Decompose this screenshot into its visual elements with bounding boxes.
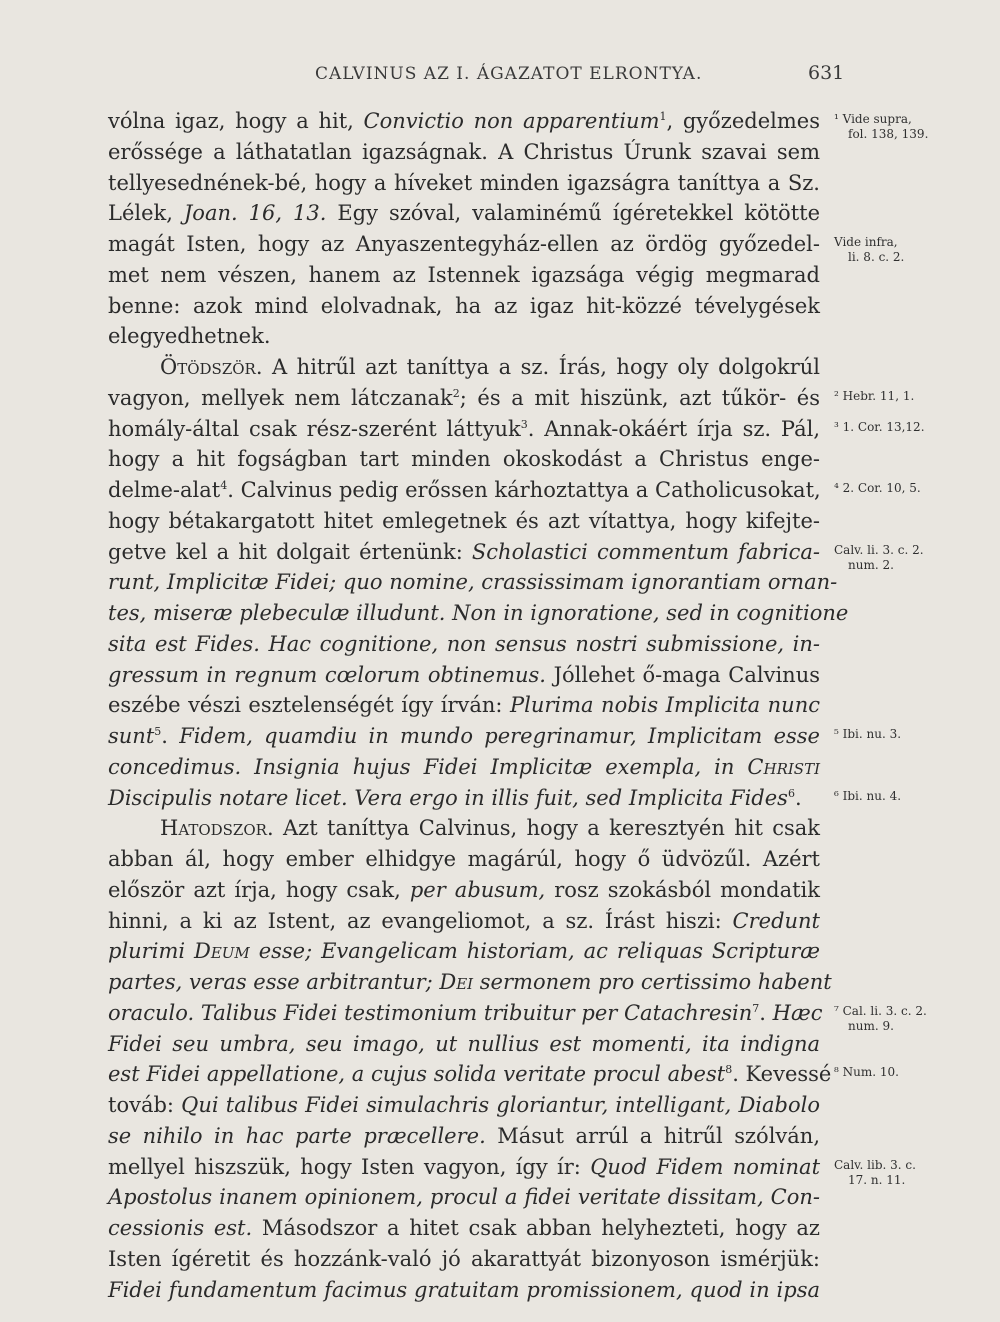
margin-note-subtext: li. 8. c. 2. bbox=[848, 250, 905, 264]
text-run: getve kel a hit dolgait értenünk: bbox=[108, 539, 472, 564]
margin-note bbox=[834, 727, 994, 742]
text-run: Plurima nobis Implicita nunc bbox=[509, 693, 820, 718]
text-run: Hæc bbox=[772, 1000, 823, 1025]
text-run: tes, miseræ plebeculæ illudunt. Non in ignoratione, sed in cognitione bbox=[108, 601, 849, 625]
margin-note bbox=[834, 235, 994, 265]
text-run: Egy szóval, valaminémű ígéretekkel kötötte bbox=[326, 201, 820, 226]
margin-note-text: Vide infra, bbox=[834, 235, 898, 249]
text-run: továb: bbox=[108, 1093, 182, 1117]
text-run: Fidei fundamentum facimus gratuitam promissionem, quod in ipsa bbox=[108, 1277, 820, 1302]
text-run: . Kevessé bbox=[732, 1062, 832, 1087]
text-line bbox=[108, 506, 820, 537]
text-run: . Calvinus pedig erőssen kárhoztattya a Catholicusokat, bbox=[227, 478, 821, 502]
text-run: Lélek, bbox=[108, 201, 184, 226]
text-run: magát Isten, hogy az Anyaszentegyház-ellen az ördög győzedel- bbox=[108, 232, 820, 256]
text-run: homály-által csak rész-szerént láttyuk bbox=[108, 416, 521, 441]
text-run: hinni, a ki az Istent, az evangeliomot, a sz. Írást hiszi: bbox=[108, 908, 733, 933]
text-run: Apostolus inanem opinionem, procul a fidei veritate dissitam, Con- bbox=[108, 1185, 820, 1210]
text-line bbox=[108, 321, 820, 352]
text-run: est Fidei appellatione, a cujus solida veritate procul abest bbox=[108, 1062, 726, 1087]
margin-note-text: ⁷ Cal. li. 3. c. 2. bbox=[834, 1003, 927, 1018]
text-line bbox=[108, 875, 820, 906]
text-line bbox=[108, 198, 820, 229]
text-line bbox=[108, 137, 820, 168]
text-line bbox=[108, 1244, 820, 1275]
text-run: met nem vészen, hanem az Istennek igazsága végig megmarad bbox=[108, 262, 820, 287]
text-line bbox=[108, 752, 820, 783]
text-run: tellyesednének-bé, hogy a híveket minden igazságra taníttya a Sz. bbox=[108, 170, 820, 195]
text-line bbox=[108, 567, 838, 598]
margin-note-subtext: fol. 138, 139. bbox=[848, 127, 929, 141]
text-run: Christi bbox=[747, 754, 820, 779]
body-text bbox=[108, 106, 849, 1305]
margin-note-text: ³ 1. Cor. 13,12. bbox=[834, 419, 925, 434]
text-line bbox=[108, 1182, 820, 1213]
text-run: rosz szokásból mondatik bbox=[545, 877, 820, 902]
margin-note-text: Calv. lib. 3. c. bbox=[834, 1157, 916, 1172]
text-run: abban ál, hogy ember elhidgye magárúl, hogy ő üdvözűl. Azért bbox=[108, 847, 820, 871]
text-line bbox=[108, 1152, 820, 1183]
text-run: Discipulis notare licet. Vera ergo in illis fuit, sed Implicita Fides bbox=[108, 785, 788, 810]
text-run: . Annak-okáért írja sz. Pál, bbox=[527, 416, 820, 441]
text-run: elegyedhetnek. bbox=[108, 324, 271, 349]
text-run: Másodszor a hitet csak abban helyhezteti, hogy az bbox=[252, 1216, 820, 1240]
text-run: Joan. 16, 13. bbox=[183, 201, 327, 226]
text-run: runt, Implicitæ Fidei; quo nomine, crassissimam ignorantiam ornan- bbox=[108, 570, 838, 595]
text-line bbox=[108, 1213, 820, 1244]
text-run: Deum bbox=[193, 939, 250, 964]
text-run: sermonem pro certissimo habent bbox=[473, 970, 832, 994]
text-line bbox=[108, 229, 820, 260]
margin-note bbox=[834, 789, 994, 804]
text-line bbox=[108, 260, 820, 291]
margin-note-text: ⁴ 2. Cor. 10, 5. bbox=[834, 481, 921, 495]
text-run: Convictio non apparentium bbox=[363, 109, 660, 133]
margin-note bbox=[834, 389, 994, 404]
text-line bbox=[108, 813, 820, 844]
text-line bbox=[108, 1121, 820, 1152]
text-run: Qui talibus Fidei simulachris gloriantur, intelligant, Diabolo bbox=[181, 1093, 820, 1117]
text-run: . bbox=[794, 785, 802, 810]
text-line bbox=[108, 629, 820, 660]
text-run: Dei bbox=[439, 970, 474, 994]
text-line bbox=[108, 1029, 820, 1060]
text-run: mellyel hiszszük, hogy Isten vagyon, így ír: bbox=[108, 1154, 591, 1179]
footnote-ref: 6 bbox=[787, 786, 795, 800]
text-run: hogy bétakargatott hitet emlegetnek és azt vítattya, hogy kifejte- bbox=[108, 508, 820, 533]
margin-note-text: ⁸ Num. 10. bbox=[834, 1065, 899, 1080]
text-line bbox=[108, 383, 820, 414]
text-run: vagyon, mellyek nem látczanak bbox=[108, 385, 453, 410]
margin-note bbox=[834, 481, 994, 496]
text-run: vólna igaz, hogy a hit, bbox=[108, 109, 364, 133]
text-line bbox=[108, 475, 820, 506]
text-run: delme-alat bbox=[108, 478, 221, 502]
text-run: concedimus. Insignia hujus Fidei Implicitæ exempla, in bbox=[108, 754, 748, 779]
text-line bbox=[108, 414, 820, 445]
text-run: gressum in regnum cœlorum obtinemus. bbox=[108, 662, 546, 687]
text-line bbox=[108, 998, 823, 1029]
text-run: per abusum, bbox=[409, 877, 546, 902]
footnote-ref: 4 bbox=[220, 479, 228, 492]
text-run: sita est Fides. Hac cognitione, non sensus nostri submissione, in- bbox=[108, 631, 820, 656]
text-run: Credunt bbox=[732, 908, 820, 933]
margin-note-text: ⁵ Ibi. nu. 3. bbox=[834, 727, 902, 741]
text-run: , győzedelmes bbox=[666, 109, 820, 133]
footnote-ref: 1 bbox=[659, 110, 667, 123]
margin-note bbox=[834, 543, 994, 573]
text-run: sunt bbox=[108, 724, 155, 748]
text-line bbox=[108, 352, 820, 383]
margin-note bbox=[834, 1004, 994, 1034]
text-run: cessionis est. bbox=[108, 1216, 253, 1240]
text-run: A hitrűl azt taníttya a sz. Írás, hogy oly dolgokrúl bbox=[262, 355, 820, 379]
text-line bbox=[108, 936, 820, 967]
text-line bbox=[108, 1275, 820, 1306]
text-run: se nihilo in hac parte præcellere. bbox=[108, 1123, 486, 1148]
text-run: Ötödször. bbox=[160, 355, 263, 379]
margin-note-subtext: 17. n. 11. bbox=[848, 1172, 906, 1187]
margin-note-text: ¹ Vide supra, bbox=[834, 112, 912, 126]
text-line bbox=[108, 168, 820, 199]
margin-note bbox=[834, 1065, 994, 1080]
margin-note-subtext: num. 9. bbox=[848, 1018, 894, 1033]
margin-note-subtext: num. 2. bbox=[848, 557, 894, 572]
text-line bbox=[108, 1090, 820, 1121]
text-run: . bbox=[759, 1000, 773, 1025]
margin-note-text: ⁶ Ibi. nu. 4. bbox=[834, 788, 902, 803]
text-run: Scholastici commentum fabrica- bbox=[471, 539, 820, 564]
text-run: Jóllehet ő-maga Calvinus bbox=[545, 662, 820, 687]
margin-note-text: ² Hebr. 11, 1. bbox=[834, 388, 915, 403]
text-run: partes, veras esse arbitrantur; bbox=[108, 970, 440, 994]
text-line bbox=[108, 444, 820, 475]
text-run: Másut arrúl a hitrűl szólván, bbox=[485, 1123, 820, 1148]
footnote-ref: 3 bbox=[520, 417, 528, 431]
margin-note-text: Calv. li. 3. c. 2. bbox=[834, 542, 924, 557]
text-line bbox=[108, 660, 820, 691]
footnote-ref: 2 bbox=[452, 386, 460, 400]
running-title: CALVINUS AZ I. ÁGAZATOT ELRONTYA. bbox=[315, 64, 703, 84]
text-run: Hatodszor. bbox=[160, 816, 274, 841]
text-line bbox=[108, 721, 820, 752]
text-run: eszébe vészi esztelenségét így írván: bbox=[108, 693, 510, 718]
text-run: . bbox=[161, 724, 180, 748]
text-run: Quod Fidem nominat bbox=[590, 1154, 821, 1179]
text-line bbox=[108, 967, 832, 998]
text-run: benne: azok mind elolvadnak, ha az igaz hit-közzé tévelygések bbox=[108, 293, 820, 318]
text-line bbox=[108, 291, 820, 322]
text-run: először azt írja, hogy csak, bbox=[108, 877, 410, 902]
page-number: 631 bbox=[808, 62, 845, 84]
text-line bbox=[108, 783, 820, 814]
margin-note bbox=[834, 420, 994, 435]
text-line bbox=[108, 537, 820, 568]
text-line bbox=[108, 906, 820, 937]
text-line bbox=[108, 1059, 832, 1090]
text-run: Azt taníttya Calvinus, hogy a keresztyén hit csak bbox=[273, 816, 820, 841]
text-line bbox=[108, 844, 820, 875]
margin-note bbox=[834, 112, 994, 142]
footnote-ref: 5 bbox=[154, 725, 162, 738]
footnote-ref: 8 bbox=[725, 1063, 733, 1077]
text-run: Fidei seu umbra, seu imago, ut nullius est momenti, ita indigna bbox=[108, 1031, 820, 1056]
text-run: erőssége a láthatatlan igazságnak. A Christus Úrunk szavai sem bbox=[108, 139, 820, 164]
page-header bbox=[0, 62, 1000, 90]
text-run: Fidem, quamdiu in mundo peregrinamur, Implicitam esse bbox=[179, 724, 820, 748]
text-run: esse; Evangelicam historiam, ac reliquas Scripturæ bbox=[249, 939, 820, 964]
text-run: hogy a hit fogságban tart minden okoskodást a Christus enge- bbox=[108, 447, 820, 472]
text-line bbox=[108, 106, 820, 137]
text-run: ; és a mit hiszünk, azt tűkör- és bbox=[459, 385, 820, 410]
text-run: oraculo. Talibus Fidei testimonium tribuitur per Catachresin bbox=[108, 1000, 753, 1025]
text-line bbox=[108, 598, 849, 629]
text-run: Isten ígéretit és hozzánk-való jó akarattyát bizonyoson ismérjük: bbox=[108, 1246, 820, 1271]
footnote-ref: 7 bbox=[752, 1001, 760, 1015]
margin-note bbox=[834, 1158, 994, 1188]
text-run: plurimi bbox=[108, 939, 194, 964]
text-line bbox=[108, 690, 820, 721]
